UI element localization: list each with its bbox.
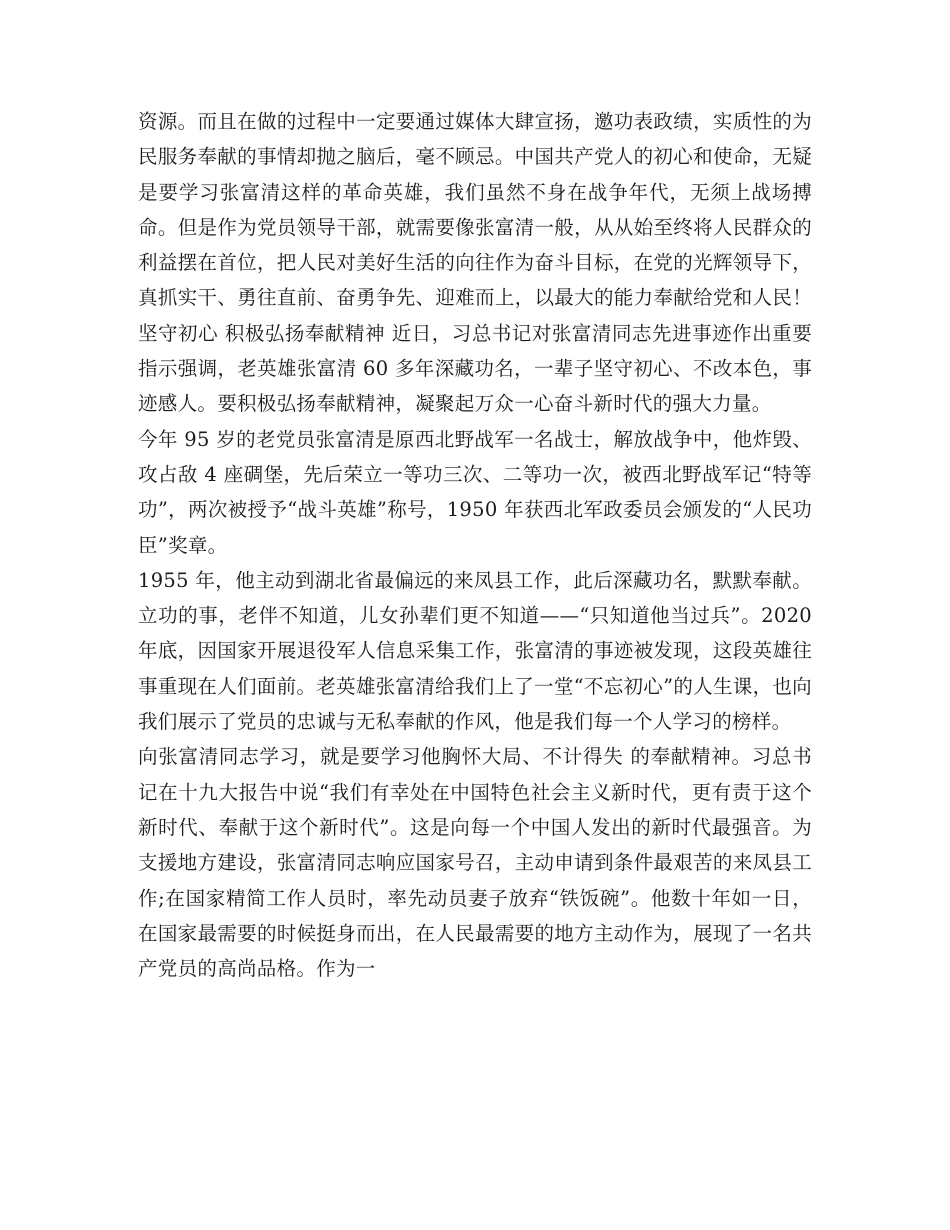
paragraph-2: 今年 95 岁的老党员张富清是原西北野战军一名战士，解放战争中，他炸毁、攻占敌 4 座碉堡，先后荣立一等功三次、二等功一次，被西北野战军记“特等功”，两次被授予“战斗英雄”称号，1950 年获西北军政委员会颁发的“人民功臣”奖章。 xyxy=(138,427,812,557)
paragraph-3: 1955 年，他主动到湖北省最偏远的来凤县工作，此后深藏功名，默默奉献。立功的事，老伴不知道，儿女孙辈们更不知道——“只知道他当过兵”。2020 年底，因国家开展退役军人信息采集工作，张富清的事迹被发现，这段英雄往事重现在人们面前。老英雄张富清给我们上了一堂“不忘初心”的人生课，也向我们展示了党员的忠诚与无私奉献的作风，他是我们每一个人学习的榜样。 xyxy=(138,568,812,734)
document-page xyxy=(138,104,812,986)
paragraph-1: 资源。而且在做的过程中一定要通过媒体大肆宣扬，邀功表政绩，实质性的为民服务奉献的事情却抛之脑后，毫不顾忌。中国共产党人的初心和使命，无疑是要学习张富清这样的革命英雄，我们虽然不身在战争年代，无须上战场搏命。但是作为党员领导干部，就需要像张富清一般，从从始至终将人民群众的利益摆在首位，把人民对美好生活的向往作为奋斗目标，在党的光辉领导下，真抓实干、勇往直前、奋勇争先、迎难而上，以最大的能力奉献给党和人民！坚守初心 积极弘扬奉献精神 近日，习总书记对张富清同志先进事迹作出重要指示强调，老英雄张富清 60 多年深藏功名，一辈子坚守初心、不改本色，事迹感人。要积极弘扬奉献精神，凝聚起万众一心奋斗新时代的强大力量。 xyxy=(138,110,812,416)
paragraph-4: 向张富清同志学习，就是要学习他胸怀大局、不计得失 的奉献精神。习总书记在十九大报告中说“我们有幸处在中国特色社会主义新时代，更有责于这个新时代、奉献于这个新时代”。这是向每一个中国人发出的新时代最强音。为支援地方建设，张富清同志响应国家号召，主动申请到条件最艰苦的来凤县工作;在国家精简工作人员时，率先动员妻子放弃“铁饭碗”。他数十年如一日，在国家最需要的时候挺身而出，在人民最需要的地方主动作为，展现了一名共产党员的高尚品格。作为一 xyxy=(138,745,812,981)
